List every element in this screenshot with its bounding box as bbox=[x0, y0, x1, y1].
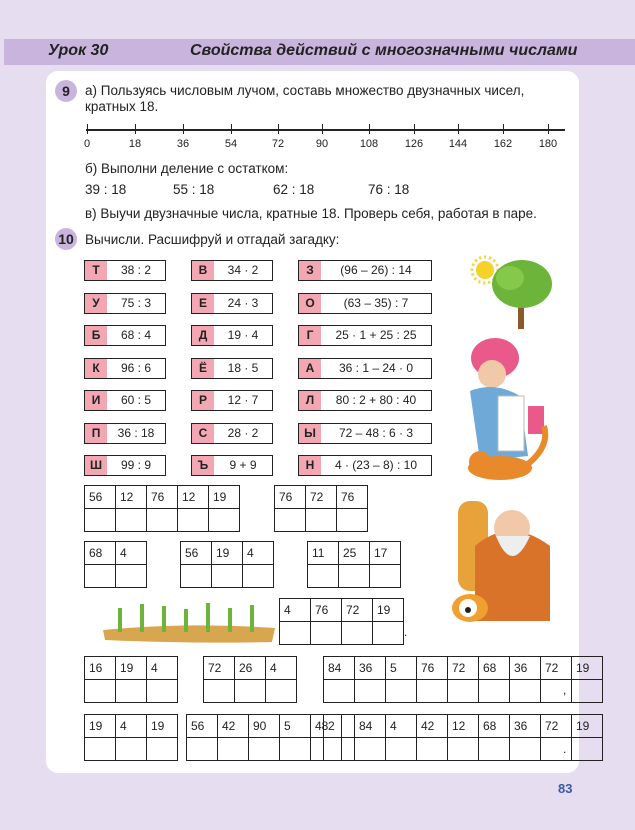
task-expression: 34 · 2 bbox=[227, 263, 259, 277]
task-letter: В bbox=[192, 261, 214, 280]
task-letter: К bbox=[85, 359, 107, 378]
task-letter: А bbox=[299, 359, 321, 378]
cipher-number: 42 bbox=[218, 715, 249, 738]
answer-grid bbox=[84, 714, 178, 761]
answer-grid bbox=[203, 656, 297, 703]
ray-tick bbox=[322, 124, 323, 134]
cipher-number: 4 bbox=[386, 715, 417, 738]
cipher-number: 19 bbox=[212, 542, 243, 565]
task-box bbox=[191, 423, 273, 444]
task-letter: Л bbox=[299, 391, 321, 410]
answer-grid bbox=[180, 541, 274, 588]
answer-grid bbox=[307, 541, 401, 588]
cipher-number: 76 bbox=[417, 657, 448, 680]
ray-tick-label: 72 bbox=[271, 138, 285, 150]
task-expression: 80 : 2 + 80 : 40 bbox=[335, 393, 417, 407]
task-letter: Ы bbox=[299, 424, 321, 443]
ray-tick bbox=[458, 124, 459, 134]
answer-cell[interactable] bbox=[311, 622, 342, 645]
task-expression: 36 : 18 bbox=[117, 425, 155, 440]
cipher-number: 76 bbox=[311, 599, 342, 622]
task-box bbox=[298, 358, 432, 379]
answer-cell[interactable] bbox=[479, 738, 510, 761]
cipher-number: 19 bbox=[209, 486, 240, 509]
task-letter: Д bbox=[192, 326, 214, 345]
task-letter: П bbox=[85, 424, 107, 443]
task-expression: (63 – 35) : 7 bbox=[343, 295, 409, 310]
task-box bbox=[298, 455, 432, 476]
cipher-number: 36 bbox=[355, 657, 386, 680]
answer-cell[interactable] bbox=[147, 738, 178, 761]
ray-tick bbox=[183, 124, 184, 134]
ray-tick bbox=[548, 124, 549, 134]
task-box bbox=[191, 325, 273, 346]
cipher-number: 76 bbox=[337, 486, 368, 509]
answer-cell[interactable] bbox=[85, 509, 116, 532]
ray-tick-label: 36 bbox=[176, 138, 190, 150]
cipher-number: 84 bbox=[355, 715, 386, 738]
answer-cell[interactable] bbox=[116, 738, 147, 761]
cipher-number: 12 bbox=[116, 486, 147, 509]
ex10-instruction: Вычисли. Расшифруй и отгадай загадку: bbox=[85, 232, 340, 247]
cipher-number: 84 bbox=[324, 657, 355, 680]
task-letter: Ё bbox=[192, 359, 214, 378]
answer-grid bbox=[323, 656, 603, 703]
task-expression: 19 · 4 bbox=[227, 328, 259, 342]
answer-cell[interactable] bbox=[541, 680, 572, 703]
task-expression: 4 · (23 – 8) : 10 bbox=[334, 458, 418, 472]
cipher-number: 19 bbox=[572, 657, 603, 680]
cipher-number: 26 bbox=[235, 657, 266, 680]
task-box bbox=[84, 390, 166, 411]
cipher-number: 72 bbox=[541, 715, 572, 738]
cipher-number: 17 bbox=[370, 542, 401, 565]
task-box bbox=[84, 260, 166, 281]
ray-tick-label: 162 bbox=[493, 138, 513, 150]
cipher-number: 56 bbox=[181, 542, 212, 565]
answer-cell[interactable] bbox=[342, 622, 373, 645]
answer-cell[interactable] bbox=[266, 680, 297, 703]
answer-cell[interactable] bbox=[280, 738, 311, 761]
cipher-number: 19 bbox=[116, 657, 147, 680]
answer-cell[interactable] bbox=[386, 680, 417, 703]
grandmother-icon bbox=[470, 338, 544, 461]
task-box bbox=[191, 358, 273, 379]
task-expression: 75 : 3 bbox=[120, 295, 152, 310]
ray-tick-label: 18 bbox=[128, 138, 142, 150]
cipher-number: 72 bbox=[448, 657, 479, 680]
answer-cell[interactable] bbox=[243, 565, 274, 588]
period-mark: . bbox=[404, 625, 408, 639]
ray-tick bbox=[278, 124, 279, 134]
dog-icon bbox=[452, 594, 488, 622]
answer-cell[interactable] bbox=[355, 738, 386, 761]
answer-cell[interactable] bbox=[572, 680, 603, 703]
task-letter: Г bbox=[299, 326, 321, 345]
task-expression: 96 : 6 bbox=[120, 360, 152, 375]
task-box bbox=[84, 358, 166, 379]
answer-cell[interactable] bbox=[572, 738, 603, 761]
answer-grid bbox=[84, 656, 178, 703]
answer-cell[interactable] bbox=[386, 738, 417, 761]
ray-tick bbox=[87, 124, 88, 134]
cipher-number: 16 bbox=[85, 657, 116, 680]
cipher-number: 56 bbox=[187, 715, 218, 738]
task-expression: 12 · 7 bbox=[227, 393, 259, 407]
tree-icon bbox=[492, 260, 552, 329]
answer-cell[interactable] bbox=[355, 680, 386, 703]
task-box bbox=[191, 455, 273, 476]
answer-cell[interactable] bbox=[209, 509, 240, 532]
answer-grid bbox=[84, 541, 147, 588]
answer-cell[interactable] bbox=[417, 680, 448, 703]
cipher-number: 2 bbox=[324, 715, 355, 738]
answer-cell[interactable] bbox=[178, 509, 209, 532]
answer-cell[interactable] bbox=[187, 738, 218, 761]
division-1: 39 : 18 bbox=[85, 182, 127, 197]
answer-cell[interactable] bbox=[85, 680, 116, 703]
task-letter: З bbox=[299, 261, 321, 280]
task-expression: 36 : 1 – 24 · 0 bbox=[338, 360, 414, 375]
ray-tick-label: 180 bbox=[538, 138, 558, 150]
task-expression: 68 : 4 bbox=[120, 328, 152, 342]
answer-cell[interactable] bbox=[306, 509, 337, 532]
task-box bbox=[191, 260, 273, 281]
cipher-number: 72 bbox=[306, 486, 337, 509]
answer-grid bbox=[279, 598, 404, 645]
answer-cell[interactable] bbox=[308, 565, 339, 588]
answer-cell[interactable] bbox=[337, 509, 368, 532]
division-3: 62 : 18 bbox=[273, 182, 315, 197]
answer-cell[interactable] bbox=[85, 738, 116, 761]
cipher-number: 76 bbox=[147, 486, 178, 509]
task-box bbox=[84, 455, 166, 476]
answer-cell[interactable] bbox=[448, 680, 479, 703]
task-box bbox=[84, 293, 166, 314]
cipher-number: 5 bbox=[280, 715, 311, 738]
ray-tick-label: 144 bbox=[448, 138, 468, 150]
final-period-mark: . bbox=[563, 742, 567, 756]
number-ray bbox=[80, 125, 570, 137]
answer-cell[interactable] bbox=[249, 738, 280, 761]
cipher-number: 72 bbox=[204, 657, 235, 680]
answer-cell[interactable] bbox=[370, 565, 401, 588]
task-letter: С bbox=[192, 424, 214, 443]
page-number: 83 bbox=[558, 781, 573, 796]
answer-cell[interactable] bbox=[479, 680, 510, 703]
cipher-number: 72 bbox=[342, 599, 373, 622]
answer-cell[interactable] bbox=[204, 680, 235, 703]
cipher-number: 4 bbox=[266, 657, 297, 680]
task-expression: 99 : 9 bbox=[120, 458, 152, 472]
ray-tick-label: 108 bbox=[359, 138, 379, 150]
cipher-number: 4 bbox=[116, 542, 147, 565]
ray-tick-label: 54 bbox=[224, 138, 238, 150]
task-expression: 38 : 2 bbox=[120, 263, 152, 277]
cipher-number: 11 bbox=[308, 542, 339, 565]
ray-tick-label: 126 bbox=[404, 138, 424, 150]
task-letter: Б bbox=[85, 326, 107, 345]
task-box bbox=[298, 423, 432, 444]
cipher-number: 68 bbox=[479, 657, 510, 680]
answer-cell[interactable] bbox=[218, 738, 249, 761]
task-expression: 9 + 9 bbox=[229, 458, 257, 472]
answer-cell[interactable] bbox=[235, 680, 266, 703]
answer-cell[interactable] bbox=[448, 738, 479, 761]
task-expression: 72 – 48 : 6 · 3 bbox=[338, 425, 414, 440]
lesson-number: Урок 30 bbox=[48, 42, 109, 59]
cipher-number: 36 bbox=[510, 657, 541, 680]
answer-cell[interactable] bbox=[510, 680, 541, 703]
cipher-number: 5 bbox=[386, 657, 417, 680]
task-letter: О bbox=[299, 294, 321, 313]
answer-cell[interactable] bbox=[116, 565, 147, 588]
cipher-number: 56 bbox=[85, 486, 116, 509]
cipher-number: 19 bbox=[85, 715, 116, 738]
task-expression: 25 · 1 + 25 : 25 bbox=[335, 328, 417, 342]
task-box bbox=[298, 325, 432, 346]
cipher-number: 72 bbox=[541, 657, 572, 680]
answer-grid bbox=[84, 485, 240, 532]
task-box bbox=[298, 390, 432, 411]
division-4: 76 : 18 bbox=[368, 182, 410, 197]
task-box bbox=[84, 423, 166, 444]
cipher-number: 12 bbox=[448, 715, 479, 738]
task-expression: 28 · 2 bbox=[227, 425, 259, 440]
comma-mark: , bbox=[563, 683, 567, 697]
cipher-number: 25 bbox=[339, 542, 370, 565]
cipher-number: 68 bbox=[479, 715, 510, 738]
ray-tick-label: 0 bbox=[83, 138, 91, 150]
ex9-a-line1: а) Пользуясь числовым лучом, составь множество двузначных чисел, bbox=[85, 83, 525, 98]
ray-tick-label: 90 bbox=[315, 138, 329, 150]
task-letter: У bbox=[85, 294, 107, 313]
cipher-number: 12 bbox=[178, 486, 209, 509]
cipher-number: 36 bbox=[510, 715, 541, 738]
ray-tick bbox=[369, 124, 370, 134]
task-expression: 60 : 5 bbox=[120, 393, 152, 407]
answer-cell[interactable] bbox=[510, 738, 541, 761]
cipher-number: 19 bbox=[147, 715, 178, 738]
cipher-number: 4 bbox=[280, 599, 311, 622]
answer-cell[interactable] bbox=[181, 565, 212, 588]
ex9-c-instruction: в) Выучи двузначные числа, кратные 18. Проверь себя, работая в паре. bbox=[85, 206, 537, 221]
answer-cell[interactable] bbox=[212, 565, 243, 588]
ray-tick bbox=[414, 124, 415, 134]
ray-tick bbox=[231, 124, 232, 134]
task-letter: Е bbox=[192, 294, 214, 313]
lesson-title: Свойства действий с многозначными числами bbox=[190, 42, 578, 59]
task-box bbox=[191, 390, 273, 411]
answer-cell[interactable] bbox=[324, 680, 355, 703]
cipher-number: 4 bbox=[116, 715, 147, 738]
answer-grid bbox=[186, 714, 342, 761]
task-box bbox=[191, 293, 273, 314]
ex9-a-line2: кратных 18. bbox=[85, 99, 159, 114]
answer-cell[interactable] bbox=[280, 622, 311, 645]
task-box bbox=[298, 293, 432, 314]
task-letter: Н bbox=[299, 456, 321, 475]
task-box bbox=[298, 260, 432, 281]
cipher-number: 4 bbox=[243, 542, 274, 565]
ray-tick bbox=[503, 124, 504, 134]
answer-cell[interactable] bbox=[85, 565, 116, 588]
illustration-column bbox=[440, 246, 570, 638]
task-letter: Ш bbox=[85, 456, 107, 475]
division-2: 55 : 18 bbox=[173, 182, 215, 197]
ex9-b-instruction: б) Выполни деление с остатком: bbox=[85, 161, 289, 176]
ray-tick bbox=[135, 124, 136, 134]
task-box bbox=[84, 325, 166, 346]
cipher-number: 19 bbox=[373, 599, 404, 622]
answer-cell[interactable] bbox=[116, 509, 147, 532]
task-letter: И bbox=[85, 391, 107, 410]
exercise-9-number: 9 bbox=[55, 80, 77, 102]
answer-cell[interactable] bbox=[147, 680, 178, 703]
garden-bed-illustration bbox=[100, 600, 278, 644]
task-letter: Т bbox=[85, 261, 107, 280]
cipher-number: 4 bbox=[147, 657, 178, 680]
cipher-number: 90 bbox=[249, 715, 280, 738]
answer-grid bbox=[274, 485, 368, 532]
task-expression: 24 · 3 bbox=[227, 295, 259, 310]
task-letter: Ъ bbox=[192, 456, 214, 475]
cipher-number: 19 bbox=[572, 715, 603, 738]
answer-cell[interactable] bbox=[147, 509, 178, 532]
answer-cell[interactable] bbox=[339, 565, 370, 588]
task-letter: Р bbox=[192, 391, 214, 410]
answer-cell[interactable] bbox=[417, 738, 448, 761]
cipher-number: 68 bbox=[85, 542, 116, 565]
answer-cell[interactable] bbox=[541, 738, 572, 761]
cipher-number: 48 bbox=[311, 715, 342, 738]
answer-grid bbox=[323, 714, 603, 761]
answer-cell[interactable] bbox=[373, 622, 404, 645]
cipher-number: 42 bbox=[417, 715, 448, 738]
answer-cell[interactable] bbox=[116, 680, 147, 703]
task-expression: 18 · 5 bbox=[227, 360, 259, 375]
task-expression: (96 – 26) : 14 bbox=[340, 263, 412, 277]
answer-cell[interactable] bbox=[324, 738, 355, 761]
exercise-10-number: 10 bbox=[55, 228, 77, 250]
answer-cell[interactable] bbox=[275, 509, 306, 532]
cipher-number: 76 bbox=[275, 486, 306, 509]
